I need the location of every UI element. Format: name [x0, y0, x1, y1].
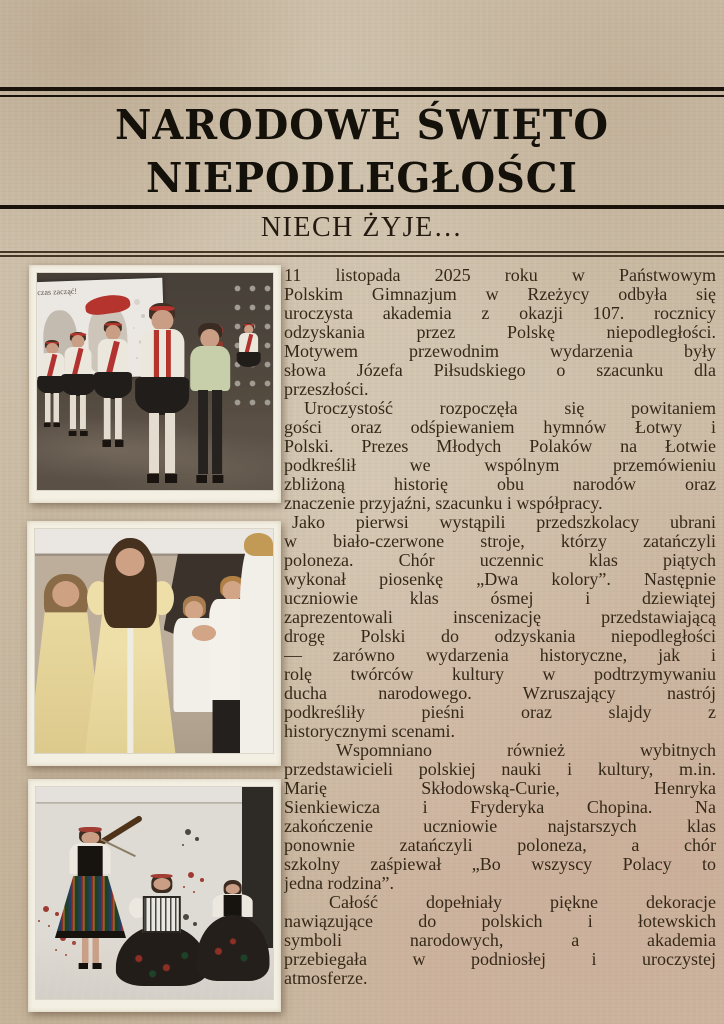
text-line: drogę Polski do odzyskania niepodległości [284, 627, 716, 646]
page-title-line2: NIEPODLEGŁOŚCI [146, 154, 578, 202]
photo-polonaise-costumes [27, 521, 281, 766]
photo-3-image [36, 787, 273, 999]
page-title [11, 99, 713, 205]
article-body [284, 266, 716, 988]
paragraph [284, 399, 716, 513]
title-bottom-rule [0, 205, 724, 209]
child-figure [63, 332, 93, 436]
paragraph [284, 741, 716, 893]
text-line: poloneza. Chór uczennic klas piątych [284, 551, 716, 570]
text-line: ducha narodowego. Wzruszający nastrój [284, 684, 716, 703]
accordionist-folk-costume [126, 874, 197, 984]
photo-folk-musicians [28, 779, 281, 1012]
text-line: szkolny zaśpiewał „Bo wszyscy Polacy to [284, 855, 716, 874]
text-line: podkreślił we wspólnym przemówieniu [284, 456, 716, 475]
boy-hair-right-edge [244, 533, 273, 555]
seated-girl-folk-costume [207, 880, 259, 984]
paragraph [284, 893, 716, 988]
text-line: — zarówno wydarzenia historyczne, jak i [284, 646, 716, 665]
text-line: wykonał piosenkę „Dwa kolory”. Następnie [284, 570, 716, 589]
text-line: 11 listopada 2025 roku w Państwowym [284, 266, 716, 285]
photo-preschoolers-performance [29, 265, 281, 503]
photo-2-image [35, 529, 273, 753]
text-line: uroczysta akademia z okazji 107. rocznicy [284, 304, 716, 323]
text-line: uczniowie klas ósmej i dziewiątej [284, 589, 716, 608]
page-subtitle: NIECH ŻYJE… [260, 212, 464, 243]
text-line: ponownie zatańczyli poloneza, a chór [284, 836, 716, 855]
projected-red-beret [85, 292, 132, 316]
child-figure [238, 323, 260, 395]
text-line: Marię Skłodowską-Curie, Henryka [284, 779, 716, 798]
child-figure-front-girl [138, 303, 186, 483]
joined-hands [192, 625, 216, 641]
paragraph [284, 266, 716, 399]
text-line: zaprezentowali inscenizację przedstawiającą [284, 608, 716, 627]
text-line: symboli narodowych, a akademia [284, 931, 716, 950]
text-line: atmosferze. [284, 969, 368, 988]
text-line: odzyskania przez Polskę niepodległości. [284, 323, 716, 342]
page-title-line1: NARODOWE ŚWIĘTO [115, 101, 609, 149]
text-line: Jako pierwsi wystąpili przedszkolacy ubrani [292, 513, 716, 532]
text-line: historycznymi scenami. [284, 722, 455, 741]
text-line: przedstawicieli polskiej nauki i kultury, m.in. [284, 760, 716, 779]
text-line: gości oraz odśpiewaniem hymnów Łotwy i [284, 418, 716, 437]
text-line: jedna rodzina”. [284, 874, 394, 893]
text-line: nawiązujące do polskich i łotewskich [284, 912, 716, 931]
text-line: Uroczystość rozpoczęła się powitaniem [304, 399, 716, 418]
subtitle-rule-lower [0, 255, 724, 257]
text-line: Polskim Gimnazjum w Rzeżycy odbyła się [284, 285, 716, 304]
photo-1-image [37, 273, 273, 490]
red-folk-cutout [43, 906, 49, 912]
violinist-folk-costume [67, 827, 114, 969]
child-figure-boy [188, 323, 232, 484]
text-line: Polski. Prezes Młodych Polaków na Łotwie [284, 437, 716, 456]
text-line: przebiegała w podniosłej i uroczystej [284, 950, 716, 969]
child-figure [96, 321, 130, 447]
text-line: rolę twórców kultury w podtrzymywaniu [284, 665, 716, 684]
paragraph [284, 513, 716, 741]
text-line: znaczenie przyjaźni, szacunku i współpracy. [284, 494, 603, 513]
boy-shoulder-right-edge [240, 542, 273, 753]
text-line: przeszłości. [284, 380, 369, 399]
subtitle-rule-upper [0, 251, 724, 253]
text-line: Sienkiewicza i Fryderyka Chopina. Na [284, 798, 716, 817]
top-rule-thick [0, 87, 724, 91]
text-line: Motywem przewodnim wydarzenia były [284, 342, 716, 361]
text-line: zbliżoną historię obu narodów oraz [284, 475, 716, 494]
text-line: podkreśliły pieśni oraz slajdy z [284, 703, 716, 722]
text-line: Całość dopełniały piękne dekoracje [329, 893, 716, 912]
text-line: zakończenie uczniowie najstarszych klas [284, 817, 716, 836]
girl-in-yellow-dress-front [85, 538, 175, 753]
projector-screen-text: czas zacząć! [37, 286, 78, 297]
text-line: Wspomniano również wybitnych [336, 741, 716, 760]
text-line: słowa Józefa Piłsudskiego o szacunku dla [284, 361, 716, 380]
top-rule-thin [0, 95, 724, 97]
text-line: w biało-czerwone stroje, którzy zatańczyli [284, 532, 716, 551]
